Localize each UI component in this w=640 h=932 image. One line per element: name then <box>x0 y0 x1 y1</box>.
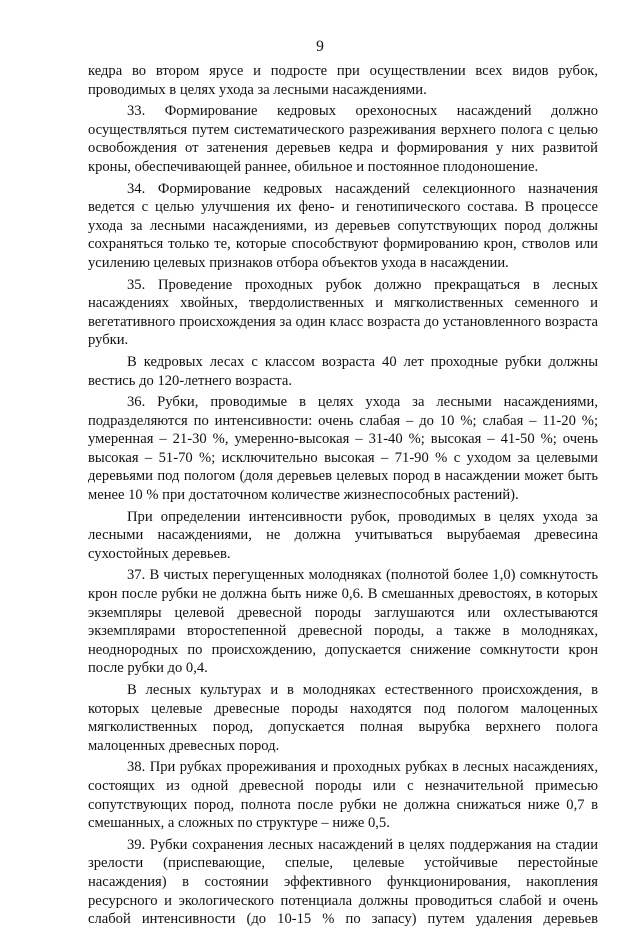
paragraph-36: 36. Рубки, проводимые в целях ухода за лесными насаждениями, подразделяются по интенсивности: очень слабая – до 10 %; слабая – 11-20 %; умеренная – 21-30 %, умеренно-высокая – 31-40 %; высокая – 41-50 %; очень высокая – 51-70 %; исключительно высокая – 71-90 % с уходом за целевыми деревьями под пологом (доля деревьев целевых пород в насаждении может быть менее 10 % при достаточном количестве жизнеспособных растений). <box>88 394 598 504</box>
paragraph-38: 38. При рубках прореживания и проходных рубках в лесных насаждениях, состоящих из одной древесной породы или с незначительной примесью сопутствующих пород, полнота после рубки не должна снижаться ниже 0,7 в смешанных, а сложных по структуре – ниже 0,5. <box>88 759 598 832</box>
paragraph-34: 34. Формирование кедровых насаждений селекционного назначения ведется с целью улучшения их фено- и генотипического состава. В процессе ухода за лесными насаждениями, из деревьев сопутствующих пород должны сохраняться только те, которые способствуют формированию крон, стволов или усилению целевых признаков отбора объектов ухода в насаждении. <box>88 180 598 271</box>
paragraph-33: 33. Формирование кедровых орехоносных насаждений должно осуществляться путем систематического разреживания верхнего полога с целью освобождения от затенения деревьев кедра и формирования у них развитой кроны, обеспечивающей раннее, обильное и постоянное плодоношение. <box>88 103 598 175</box>
paragraph-continuation: кедра во втором ярусе и подросте при осуществлении всех видов рубок, проводимых в целях ухода за лесными насаждениями. <box>88 63 598 98</box>
paragraph-37-cultures: В лесных культурах и в молодняках естественного происхождения, в которых целевые древесные породы находятся под пологом малоценных мягколиственных пород, допускается полная вырубка верхнего полога малоценных древесных пород. <box>88 682 598 754</box>
paragraph-35-cedar: В кедровых лесах с классом возраста 40 лет проходные рубки должны вестись до 120-летнего возраста. <box>88 353 598 389</box>
page-number: 9 <box>316 38 324 55</box>
paragraph-37: 37. В чистых перегущенных молодняках (полнотой более 1,0) сомкнутость крон после рубки не должна быть ниже 0,6. В смешанных древостоях, в которых экземпляры целевой древесной породы заглушаются или охлестываются экземплярами второстепенной древесной породы, а также в молодняках, неоднородных по происхождению, допускается снижение сомкнутости крон после рубки до 0,4. <box>88 567 598 677</box>
paragraph-39: 39. Рубки сохранения лесных насаждений в целях поддержания на стадии зрелости (приспевающие, спелые, целевые устойчивые перестойные насаждения) в состоянии эффективного функционирования, накопления ресурсного и экологического потенциала должны проводиться слабой и очень слабой интенсивности (до 10-15 % по запасу) путем удаления деревьев <box>88 836 598 928</box>
paragraph-36-deadwood: При определении интенсивности рубок, проводимых в целях ухода за лесными насаждениями, не должна учитываться вырубаемая древесина сухостойных деревьев. <box>88 508 598 562</box>
document-body <box>88 62 598 932</box>
paragraph-35: 35. Проведение проходных рубок должно прекращаться в лесных насаждениях хвойных, твердолиственных и мягколиственных семенного и вегетативного происхождения за один класс возраста до установленного возраста рубки. <box>88 276 598 349</box>
